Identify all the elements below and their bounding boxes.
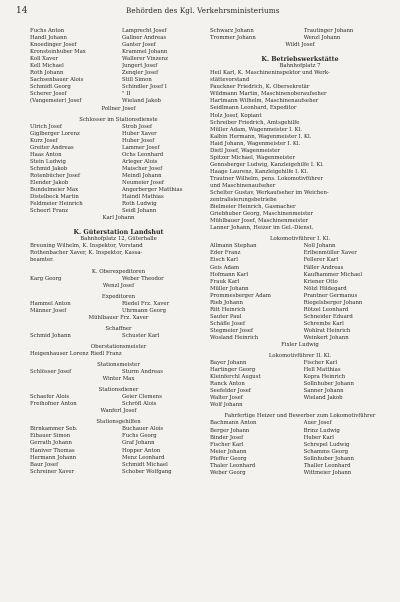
name-row (210, 463, 390, 470)
name-right: Sollnhuber Johann (303, 381, 354, 388)
name-left: Haas Anton (30, 151, 62, 158)
name-left: Fischer Karl (210, 441, 244, 448)
name-left: Müller Johann (210, 285, 249, 292)
page-number: 14 (16, 6, 28, 16)
section-heading: Lokomotivführer II. Kl. (268, 353, 332, 360)
name-right: Fuchs Georg (122, 433, 157, 440)
name-left: Baur Josef (30, 461, 59, 468)
name-right: Riegelsberger Johann (303, 299, 363, 306)
name-row (210, 449, 390, 456)
section-heading: Bahnhofplatz 12, Güterhalle (80, 236, 157, 243)
name-right: " II (122, 91, 131, 98)
section-heading: K. Oberexpeditoren (91, 268, 146, 275)
name-right: Jungert Josef (122, 63, 158, 70)
name-right: Hell Matthias (303, 367, 341, 374)
text-line: Mühlbauer Josef, Maschinenmeister (210, 218, 309, 225)
name-row (30, 173, 207, 180)
text-line: Hartmann Wilhelm, Maschinenaufseher (210, 98, 319, 105)
name-entry: Karl Johann (102, 215, 135, 222)
name-right: Still Simon (122, 77, 152, 84)
name-right: Riedel Frz. Xaver (122, 300, 170, 307)
name-left: Elender Jakob (30, 179, 69, 186)
name-right: Geier Clemens (122, 394, 162, 401)
text-line: Dietl Josef, Wagenmeister (210, 147, 280, 154)
name-left: Frauk Karl (210, 278, 240, 285)
name-row (210, 335, 390, 342)
name-right: Trautinger Johann (303, 28, 354, 34)
name-row (30, 159, 207, 166)
text-line: Haid Johann, Wagenmeister I. Kl. (210, 140, 301, 147)
name-row (30, 124, 207, 131)
name-row (30, 166, 207, 173)
name-row (210, 435, 390, 442)
name-row (30, 63, 207, 70)
text-line: beamter. (30, 257, 54, 264)
name-right (304, 402, 390, 409)
name-right: Gallner Andreas (122, 35, 167, 42)
name-right: Huber Josef (122, 137, 155, 144)
text-line: zentralisierungsbetriebe (210, 197, 277, 204)
name-entry: Mühlbauer Frz. Xaver (88, 314, 149, 321)
name-row (30, 462, 207, 469)
name-row (30, 208, 207, 215)
name-left: Fuchs Anton (30, 28, 65, 34)
name-row (210, 442, 390, 449)
name-left: Distelbeck Martin (30, 194, 79, 201)
name-left: Greiter Andreas (30, 144, 74, 151)
name-left: Giglberger Lorenz (30, 130, 80, 137)
name-right: Wenzl Johann (303, 35, 341, 42)
name-left: Kleinferchl August (210, 374, 261, 381)
name-row (210, 293, 390, 300)
name-left: Ulrich Josef (30, 123, 62, 130)
name-row (30, 369, 207, 376)
section-heading: Expeditoren (101, 293, 136, 300)
name-row (30, 276, 207, 283)
name-row (30, 440, 207, 447)
name-right: Haindl Mathias (122, 194, 164, 201)
section-heading: K. Güterstation Landshut (73, 229, 164, 237)
name-entry: Fixler Ludwig (281, 342, 319, 349)
name-right: Schrepel Ludwig (303, 441, 350, 448)
name-row (210, 388, 390, 395)
section-heading: Schaffner (105, 325, 132, 332)
name-row (210, 243, 390, 250)
name-row (210, 367, 390, 374)
name-left: Stegmeier Josef (210, 327, 253, 334)
name-row (30, 433, 207, 440)
name-left: Scherer Josef (30, 91, 67, 98)
name-left: Kurz Josef (30, 137, 58, 144)
name-left: Geis Adam (210, 264, 240, 271)
name-right: Schober Wolfgang (122, 468, 172, 475)
name-row (30, 426, 207, 433)
name-left: Haniver Thomas (30, 447, 75, 454)
name-row (30, 201, 207, 208)
name-row (210, 314, 390, 321)
name-row (210, 360, 390, 367)
name-left: Sauter Paul (210, 313, 242, 320)
name-row (210, 28, 390, 35)
name-left: Schaefer Alois (30, 394, 70, 401)
name-right: Rötzel Leonhard (303, 306, 349, 313)
text-line: Müller Adam, Wagenmeister I. Kl. (210, 126, 303, 133)
running-title: Behörden des Kgl. Verkehrsministeriums (126, 6, 280, 15)
name-left: Wolf Johann (210, 402, 243, 409)
left-column (30, 28, 207, 476)
name-entry: Wildt Josef (285, 42, 315, 49)
name-row (210, 300, 390, 307)
name-left: Stein Ludwig (30, 158, 66, 165)
name-entry: Wanferl Josef (100, 408, 137, 415)
name-left: Thaler Leonhard (210, 462, 256, 469)
name-left: Rotenbücher Josef (30, 172, 80, 179)
name-right: Sturm Andreas (122, 369, 163, 376)
name-right: Schuster Karl (122, 332, 160, 339)
section-heading: K. Betriebswerkstätte (261, 56, 339, 64)
name-right: Lamprecht Josef (122, 28, 167, 34)
name-left: Hammel Anton (30, 300, 71, 307)
name-right: Wohlrat Heinrich (303, 327, 351, 334)
section-heading: Stationsmeister (97, 362, 140, 369)
name-right: Lammer Josef (122, 144, 160, 151)
name-right: Schmidt Michael (122, 461, 168, 468)
name-row (30, 394, 207, 401)
name-left: Bachmann Anton (210, 420, 257, 427)
text-line: Haage Laurenz, Kanzleigehilfe I. Kl. (210, 168, 309, 175)
name-left: Schmid Jakob (30, 165, 68, 172)
name-left: Schlösser Josef (30, 369, 72, 376)
text-line: Wildmann Martin, Maschinenoberaufseher (210, 91, 327, 98)
name-row (210, 321, 390, 328)
name-left: Ritt Heinrich (210, 306, 246, 313)
name-right: Erlbenmüller Xaver (303, 250, 357, 257)
section-heading: Stationsdiener (98, 387, 139, 394)
text-line: Schreiber Friedrich, Amtsgehilfe (210, 119, 300, 126)
section-heading: Bahnhofplatz 7 (279, 63, 321, 70)
name-right: Huber Xaver (122, 130, 157, 137)
name-row (210, 470, 390, 477)
name-row (30, 455, 207, 462)
name-row (210, 402, 390, 409)
name-right: Zenqler Josef (122, 70, 159, 77)
name-row (210, 286, 390, 293)
name-left: Bundelmeier Max (30, 187, 79, 194)
name-right: Strob Josef (122, 123, 152, 130)
name-entry: Winter Max (102, 376, 135, 383)
name-row (30, 77, 207, 84)
name-right: Buchauer Alois (122, 426, 164, 433)
text-line: Heil Karl, K. Maschineninspektor und Werk- (210, 70, 330, 77)
name-row (210, 250, 390, 257)
name-left: Feldmeier Heinrich (30, 201, 83, 208)
name-left: Ranck Anton (210, 381, 245, 388)
name-right: Wieland Jakob (303, 395, 343, 402)
name-left: Schäfle Josef (210, 320, 245, 327)
name-row (30, 131, 207, 138)
name-right: Schindler Josef I (122, 84, 167, 91)
name-left: Allmann Stephan (210, 243, 257, 250)
section-heading: Schlosser im Stationsdienste (79, 116, 158, 123)
name-right: Fischer Karl (303, 360, 338, 367)
name-left: Pfeffer Georg (210, 455, 247, 462)
name-right: Kriener Otto (303, 278, 338, 285)
name-row (30, 401, 207, 408)
name-row (210, 395, 390, 402)
name-right: Meindl Johann (122, 172, 162, 179)
name-row (30, 138, 207, 145)
name-right: Schröfl Alois (122, 401, 157, 408)
name-left: Weber Georg (210, 469, 246, 476)
name-row (210, 381, 390, 388)
name-left: Karg Georg (30, 275, 62, 282)
text-line: Seidlmann Leonhard, Expeditor (210, 105, 297, 112)
text-line: und Maschinenaufseher (210, 182, 276, 189)
name-left: Schmidt Georg (30, 84, 71, 91)
name-row (30, 333, 207, 340)
name-row (210, 265, 390, 272)
text-line: Bielmeier Heinrich, Gasmacher (210, 204, 296, 211)
name-row (30, 152, 207, 159)
name-right: Fäller Andreas (303, 264, 344, 271)
name-left: Birnkammer Seb. (30, 426, 78, 433)
text-line: Heigenhauser Lorenz Riedl Franz (30, 350, 122, 357)
name-row (210, 428, 390, 435)
name-left: Freihofner Anton (30, 401, 77, 408)
name-left: (Vangemeier) Josef (30, 98, 82, 105)
name-right: Prantner Germanus (303, 292, 358, 299)
name-right: Brinz Ludwig (303, 427, 340, 434)
name-right: Sollnhuber Johann (303, 455, 354, 462)
name-left: Eibauer Simon (30, 433, 71, 440)
name-left: Scheerl Franz (30, 208, 69, 215)
name-row (30, 91, 207, 98)
name-row (210, 279, 390, 286)
name-left: Binder Josef (210, 434, 244, 441)
name-row (30, 145, 207, 152)
name-left: Schwarz Johann (210, 28, 254, 34)
right-column (210, 28, 390, 477)
name-right: Angerberger Matthias (122, 187, 183, 194)
name-right: Schrembs Karl (303, 320, 344, 327)
name-right: Schneider Eduard (303, 313, 353, 320)
name-row (210, 374, 390, 381)
name-row (30, 49, 207, 56)
name-right: Roth Ludwig (122, 201, 157, 208)
name-row (30, 301, 207, 308)
section-heading: Lokomotivführer I. Kl. (269, 236, 331, 243)
name-row (30, 448, 207, 455)
text-line: Holz Josef, Kopiant (210, 112, 262, 119)
name-left: Seefelder Josef (210, 388, 251, 395)
name-right: Graf Johann (122, 440, 155, 447)
name-row (210, 420, 390, 427)
name-row (30, 194, 207, 201)
name-row (30, 180, 207, 187)
name-right: Auer Josef (303, 420, 332, 427)
name-right: Weinkert Johann (303, 334, 349, 341)
name-left: Bayer Johann (210, 360, 247, 367)
name-row (210, 257, 390, 264)
name-entry: Wenzl Josef (102, 282, 135, 289)
text-line: Gennsberger Ludwig, Kanzleigehilfe I. Kl. (210, 161, 324, 168)
name-row (30, 28, 207, 35)
section-heading: Stationsgehilfen (96, 419, 141, 426)
name-row (210, 456, 390, 463)
name-right: Thaller Leonhard (303, 462, 351, 469)
name-right: Uhrmann Georg (122, 307, 166, 314)
name-right: Arleger Alois (122, 158, 158, 165)
name-right: Maischer Josef (122, 165, 163, 172)
name-left: Knoedinger Josef (30, 42, 77, 49)
name-right: Hopper Anton (122, 447, 161, 454)
name-row (30, 35, 207, 42)
name-right: Weber Theodor (122, 275, 164, 282)
name-left: Schmid Johann (30, 332, 71, 339)
name-row (30, 70, 207, 77)
name-right: Kaufhammer Michael (303, 271, 363, 278)
name-right: Krammel Johann (122, 49, 168, 56)
name-left: Eisch Karl (210, 257, 238, 264)
name-right: Schamms Georg (303, 448, 349, 455)
name-left: Trommer Johann (210, 35, 256, 42)
name-right: Nölzl Hildegard (303, 285, 347, 292)
name-right: Huber Karl (303, 434, 334, 441)
name-row (30, 469, 207, 476)
name-left: Hartinger Georg (210, 367, 256, 374)
name-left: Eder Franz (210, 250, 241, 257)
name-right: Wieland Jakob (122, 98, 161, 105)
name-left: Walter Josef (210, 395, 243, 402)
name-left: Hermann Johann (30, 454, 77, 461)
name-left: Roth Johann (30, 70, 64, 77)
name-left: Wosland Heinrich (210, 334, 259, 341)
name-left: Kell Michael (30, 63, 64, 70)
name-row (30, 308, 207, 315)
name-left: Gerrath Johann (30, 440, 72, 447)
name-entry: Pollner Josef (101, 105, 136, 112)
name-left: Prommesberger Adam (210, 292, 271, 299)
text-line: Breuning Wilhelm, K. Inspektor, Vorstand (30, 243, 143, 250)
name-right: Wallerer Vinzenz (122, 56, 168, 63)
name-right: Menz Leonhard (122, 454, 165, 461)
name-right: Noll Johann (303, 243, 336, 250)
name-right: Sanner Johann (303, 388, 344, 395)
name-row (30, 56, 207, 63)
name-right: Neumeier Josef (122, 179, 164, 186)
name-row (30, 84, 207, 91)
text-line: Griebhuber Georg, Maschinenmeister (210, 211, 313, 218)
text-line: Schelter Gustav, Werkaufseher im Weichen- (210, 190, 329, 197)
name-row (210, 328, 390, 335)
name-right: Seidl Johann (122, 208, 157, 215)
name-left: Koll Xaver (30, 56, 58, 63)
text-line: Lanner Johann, Heizer im Gel.-Dienst. (210, 225, 314, 232)
name-row (30, 42, 207, 49)
section-heading: Fahrfertige Heizer und Bewerber zum Lokomotivführer (224, 413, 376, 420)
name-left: Meier Johann (210, 448, 247, 455)
name-row (210, 35, 390, 42)
name-left: Sachsenbauer Alois (30, 77, 84, 84)
name-left: Rieb Johann (210, 299, 243, 306)
name-right: Ochs Leonhard (122, 151, 164, 158)
name-row (210, 307, 390, 314)
text-line: stättevorstand (210, 77, 250, 84)
text-line: Spitzer Michael, Wagenmeister (210, 154, 296, 161)
name-right: Fellerer Karl (303, 257, 339, 264)
section-heading: Oberstationsmeister (90, 343, 147, 350)
name-right: Wittmeier Johann (303, 469, 352, 476)
text-line: Rothenbacher Xaver, K. Inspektor, Kassa- (30, 250, 143, 257)
text-line: Kalbin Hermann, Wagenmeister I. Kl. (210, 133, 312, 140)
name-left: Handl Johann (30, 35, 67, 42)
name-row (30, 187, 207, 194)
name-left: Hofmann Karl (210, 271, 249, 278)
name-row (210, 272, 390, 279)
name-left: Berger Johann (210, 427, 250, 434)
text-line: Pauckner Friedrich, K. Obersekretär (210, 84, 310, 91)
text-line: Trautner Wilhelm, pens. Lokomotivführer (210, 175, 324, 182)
name-left: Männer Josef (30, 307, 67, 314)
name-left: Kronsteinhuber Max (30, 49, 86, 56)
name-left: Schreiner Xaver (30, 468, 75, 475)
name-right: Ganter Josef (122, 42, 156, 49)
name-right: Kopra Heinrich (303, 374, 346, 381)
name-row (30, 98, 207, 105)
